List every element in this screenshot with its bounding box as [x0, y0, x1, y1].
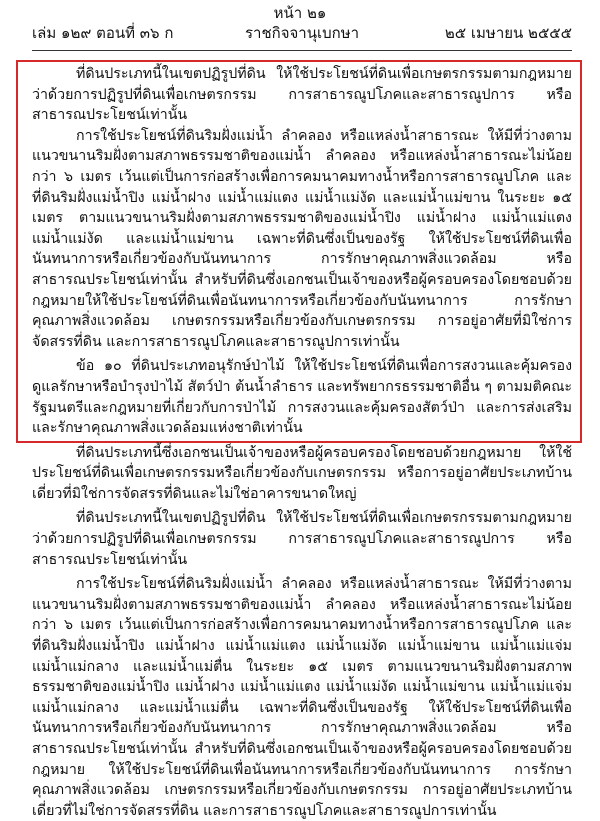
paragraph-reform-land-1: ที่ดินประเภทนี้ในเขตปฏิรูปที่ดิน ให้ใช้ประโยชน์ที่ดินเพื่อเกษตรกรรมตามกฎหมายว่าด้วยการปฏิรูปที่ดินเพื่อเกษตรกรรม การสาธารณูปโภคและสาธารณูปการ หรือสาธารณประโยชน์เท่านั้น: [32, 66, 572, 124]
volume-issue: เล่ม ๑๒๙ ตอนที่ ๓๖ ก: [32, 24, 174, 42]
paragraph-reform-land-2: ที่ดินประเภทนี้ในเขตปฏิรูปที่ดิน ให้ใช้ประโยชน์ที่ดินเพื่อเกษตรกรรมตามกฎหมายว่าด้วยการปฏิรูปที่ดินเพื่อเกษตรกรรม การสาธารณูปโภคและสาธารณูปการ หรือสาธารณประโยชน์เท่านั้น: [32, 510, 572, 568]
paragraph-private-land: ที่ดินประเภทนี้ซึ่งเอกชนเป็นเจ้าของหรือผู้ครอบครองโดยชอบด้วยกฎหมาย ให้ใช้ประโยชน์ที่ดินเพื่อเกษตรกรรมหรือเกี่ยวข้องกับเกษตรกรรม หรือการอยู่อาศัยประเภทบ้านเดี่ยวที่มิใช่การจัดสรรที่ดินและไม่ใช่อาคารขนาดใหญ่: [32, 444, 572, 502]
document-body: [32, 64, 572, 821]
header-rule: [32, 50, 572, 51]
gazette-header: [32, 23, 572, 43]
page-number: หน้า ๒๑: [273, 4, 327, 22]
publication-name: ราชกิจจานุเบกษา: [244, 24, 360, 42]
publication-date: ๒๕ เมษายน ๒๕๕๕: [444, 24, 572, 42]
paragraph-riverbank-1: การใช้ประโยชน์ที่ดินริมฝั่งแม่น้ำ ลำคลอง หรือแหล่งน้ำสาธารณะ ให้มีที่ว่างตามแนวขนานริมฝั่งตามสภาพธรรมชาติของแม่น้ำ ลำคลอง หรือแหล่งน้ำสาธารณะไม่น้อยกว่า ๖ เมตร เว้นแต่เป็นการก่อสร้างเพื่อการคมนาคมทางน้ำหรือการสาธารณูปโภค และที่ดินริมฝั่งแม่น้ำปิง แม่น้ำฝาง แม่น้ำแม่แตง แม่น้ำแม่งัด และแม่น้ำแม่ขาน ในระยะ ๑๕ เมตร ตามแนวขนานริมฝั่งตามสภาพธรรมชาติของแม่น้ำปิง แม่น้ำฝาง แม่น้ำแม่แตง แม่น้ำแม่งัด และแม่น้ำแม่ขาน เฉพาะที่ดินซึ่งเป็นของรัฐ ให้ใช้ประโยชน์ที่ดินเพื่อนันทนาการหรือเกี่ยวข้องกับนันทนาการ การรักษาคุณภาพสิ่งแวดล้อม หรือสาธารณประโยชน์เท่านั้น สำหรับที่ดินซึ่งเอกชนเป็นเจ้าของหรือผู้ครอบครองโดยชอบด้วยกฎหมายให้ใช้ประโยชน์ที่ดินเพื่อนันทนาการหรือเกี่ยวข้องกับนันทนาการ การรักษาคุณภาพสิ่งแวดล้อม เกษตรกรรมหรือเกี่ยวข้องกับเกษตรกรรม การอยู่อาศัยที่มิใช่การจัดสรรที่ดิน และการสาธารณูปโภคและสาธารณูปการเท่านั้น: [32, 127, 572, 350]
paragraph-clause-10: ข้อ ๑๐ ที่ดินประเภทอนุรักษ์ป่าไม้ ให้ใช้ประโยชน์ที่ดินเพื่อการสงวนและคุ้มครอง ดูแลรักษาหรือบำรุงป่าไม้ สัตว์ป่า ต้นน้ำลำธาร และทรัพยากรธรรมชาติอื่น ๆ ตามมติคณะรัฐมนตรีและกฎหมายที่เกี่ยวกับการป่าไม้ การสงวนและคุ้มครองสัตว์ป่า และการส่งเสริมและรักษาคุณภาพสิ่งแวดล้อมแห่งชาติเท่านั้น: [32, 358, 572, 437]
paragraph-riverbank-2: การใช้ประโยชน์ที่ดินริมฝั่งแม่น้ำ ลำคลอง หรือแหล่งน้ำสาธารณะ ให้มีที่ว่างตามแนวขนานริมฝั่งตามสภาพธรรมชาติของแม่น้ำ ลำคลอง หรือแหล่งน้ำสาธารณะไม่น้อยกว่า ๖ เมตร เว้นแต่เป็นการก่อสร้างเพื่อการคมนาคมทางน้ำหรือการสาธารณูปโภค และที่ดินริมฝั่งแม่น้ำปิง แม่น้ำฝาง แม่น้ำแม่แตง แม่น้ำแม่งัด แม่น้ำแม่ขาน แม่น้ำแม่แจ่ม แม่น้ำแม่กลาง และแม่น้ำแม่ตื่น ในระยะ ๑๕ เมตร ตามแนวขนานริมฝั่งตามสภาพธรรมชาติของแม่น้ำปิง แม่น้ำฝาง แม่น้ำแม่แตง แม่น้ำแม่งัด แม่น้ำแม่ขาน แม่น้ำแม่แจ่ม แม่น้ำแม่กลาง และแม่น้ำแม่ตื่น เฉพาะที่ดินซึ่งเป็นของรัฐ ให้ใช้ประโยชน์ที่ดินเพื่อนันทนาการหรือเกี่ยวข้องกับนันทนาการ การรักษาคุณภาพสิ่งแวดล้อม หรือสาธารณประโยชน์เท่านั้น สำหรับที่ดินซึ่งเอกชนเป็นเจ้าของหรือผู้ครอบครองโดยชอบด้วยกฎหมาย ให้ใช้ประโยชน์ที่ดินเพื่อนันทนาการหรือเกี่ยวข้องกับนันทนาการ การรักษาคุณภาพสิ่งแวดล้อม เกษตรกรรมหรือเกี่ยวข้องกับเกษตรกรรม การอยู่อาศัยประเภทบ้านเดี่ยวที่ไม่ใช่การจัดสรรที่ดิน และการสาธารณูปโภคและสาธารณูปการเท่านั้น: [32, 576, 572, 819]
